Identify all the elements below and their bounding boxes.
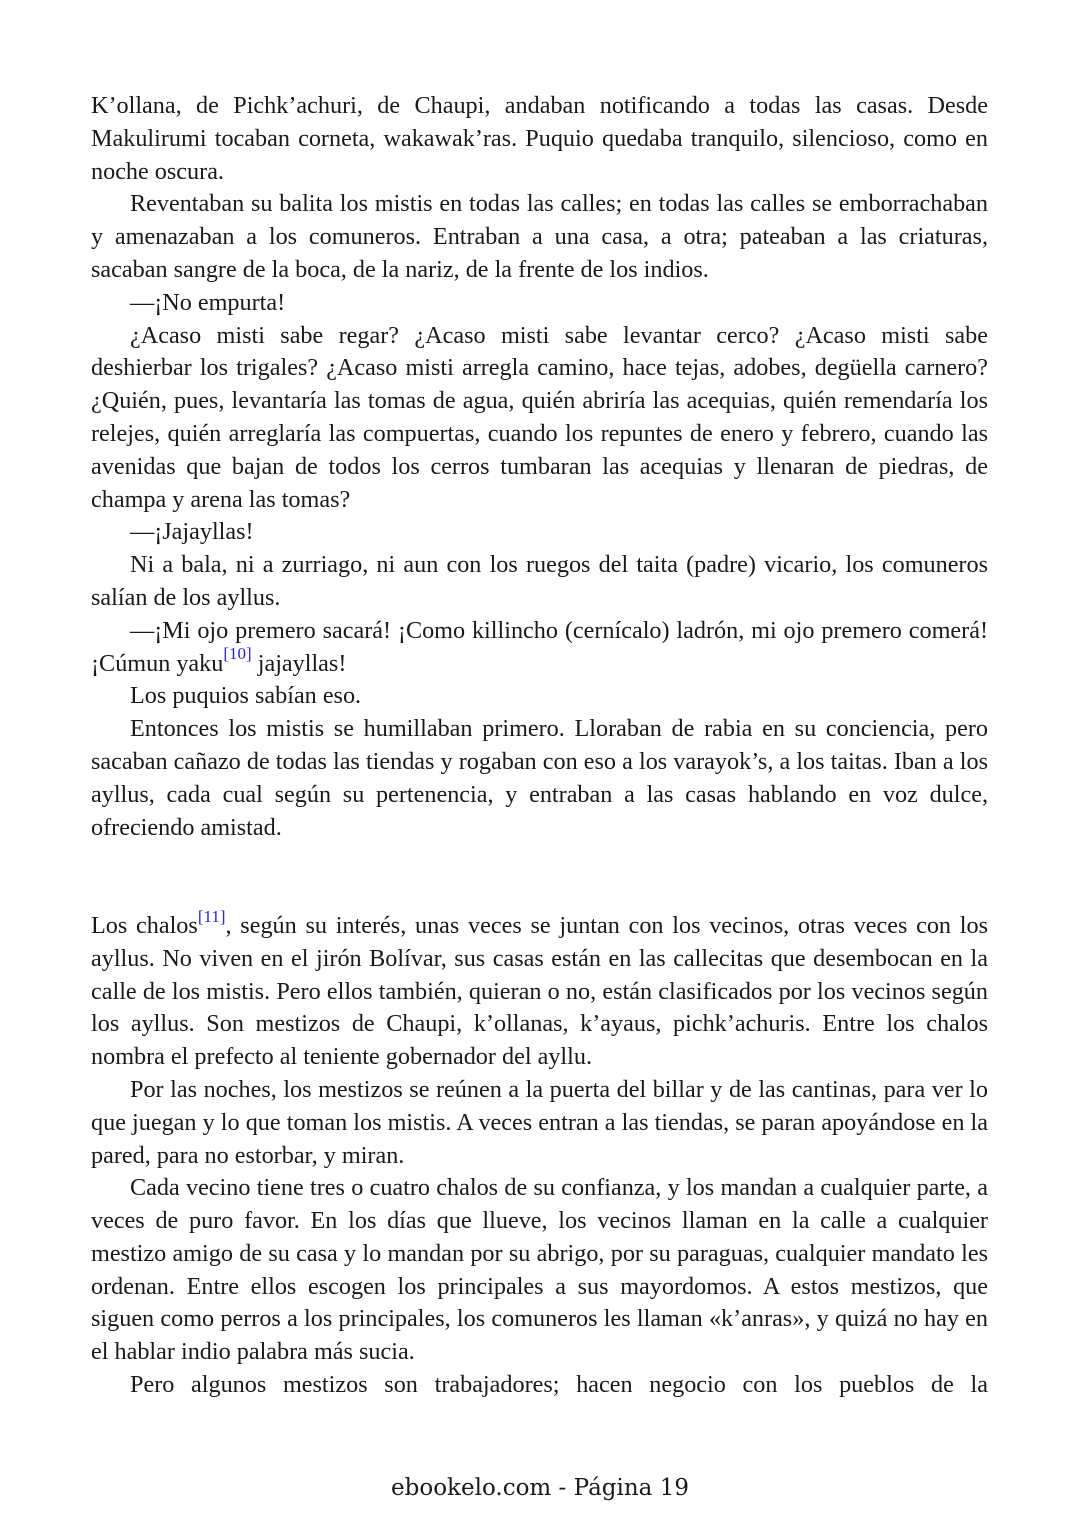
paragraph-text: , según su interés, unas veces se juntan con los vecinos, otras veces con los ayllus. No viven en el jirón Bolívar, sus casas están en las callecitas que desembocan en la calle de los mistis. Pero ellos también, quieran o no, están clasificados por los vecinos según los ayllus. Son mestizos de Chaupi, k’ollanas, k’ayaus, pichk’achuris. Entre los chalos nombra el prefecto al teniente gobernador del ayllu.: [91, 911, 988, 1071]
paragraph: Entonces los mistis se humillaban primero. Lloraban de rabia en su conciencia, pero sacaban cañazo de todas las tiendas y rogaban con eso a los varayok’s, a los taitas. Iban a los ayllus, cada cual según su pertenencia, y entraban a las casas hablando en voz dulce, ofreciendo amistad.: [91, 715, 988, 841]
paragraph: Ni a bala, ni a zurriago, ni aun con los ruegos del taita (padre) vicario, los comuneros salían de los ayllus.: [91, 551, 988, 611]
footnote-link-11[interactable]: [11]: [197, 906, 226, 926]
paragraph-text: —¡Mi ojo premero sacará! ¡Como killincho (cernícalo) ladrón, mi ojo premero comerá! ¡Cúmun yaku: [91, 616, 988, 677]
paragraph: K’ollana, de Pichk’achuri, de Chaupi, andaban notificando a todas las casas. Desde Makulirumi tocaban corneta, wakawak’ras. Puquio quedaba tranquilo, silencioso, como en noche oscura.: [91, 92, 988, 185]
page-body: [91, 90, 988, 1402]
paragraph: Reventaban su balita los mistis en todas las calles; en todas las calles se emborrachaban y amenazaban a los comuneros. Entraban a una casa, a otra; pateaban a las criaturas, sacaban sangre de la boca, de la nariz, de la frente de los indios.: [91, 190, 988, 283]
paragraph: Pero algunos mestizos son trabajadores; hacen negocio con los pueblos de la: [130, 1371, 988, 1399]
paragraph: [91, 906, 988, 1074]
dialogue-line: [91, 615, 988, 681]
paragraph: Por las noches, los mestizos se reúnen a la puerta del billar y de las cantinas, para ver lo que juegan y lo que toman los mistis. A veces entran a las tiendas, se paran apoyándose en la pared, para no estorbar, y miran.: [91, 1075, 988, 1169]
section-break: [91, 844, 988, 910]
paragraph-text: jajayllas!: [251, 649, 347, 677]
paragraph: Cada vecino tiene tres o cuatro chalos de su confianza, y los mandan a cualquier parte, a veces de puro favor. En los días que llueve, los vecinos llaman en la calle a cualquier mestizo amigo de su casa y lo mandan por su abrigo, por su paraguas, cualquier mandato les ordenan. Entre ellos escogen los principales a sus mayordomos. A estos mestizos, que siguen como perros a los principales, los comuneros les llaman «k’anras», y quizá no hay en el hablar indio palabra más sucia.: [91, 1174, 988, 1366]
page-footer: ebookelo.com - Página 19: [391, 1475, 689, 1501]
footnote-link-10[interactable]: [10]: [223, 644, 252, 664]
paragraph: Los puquios sabían eso.: [130, 682, 362, 710]
dialogue-line: —¡Jajayllas!: [130, 518, 254, 546]
dialogue-line: —¡No empurta!: [130, 288, 286, 316]
paragraph-text: Los chalos: [91, 911, 198, 939]
paragraph: ¿Acaso misti sabe regar? ¿Acaso misti sabe levantar cerco? ¿Acaso misti sabe deshierbar los trigales? ¿Acaso misti arregla camino, hace tejas, adobes, degüella carnero? ¿Quién, pues, levantaría las tomas de agua, quién abriría las acequias, quién remendaría los relejes, quién arreglaría las compuertas, cuando los repuntes de enero y febrero, cuando las avenidas que bajan de todos los cerros tumbaran las acequias y llenaran de piedras, de champa y arena las tomas?: [91, 321, 988, 513]
